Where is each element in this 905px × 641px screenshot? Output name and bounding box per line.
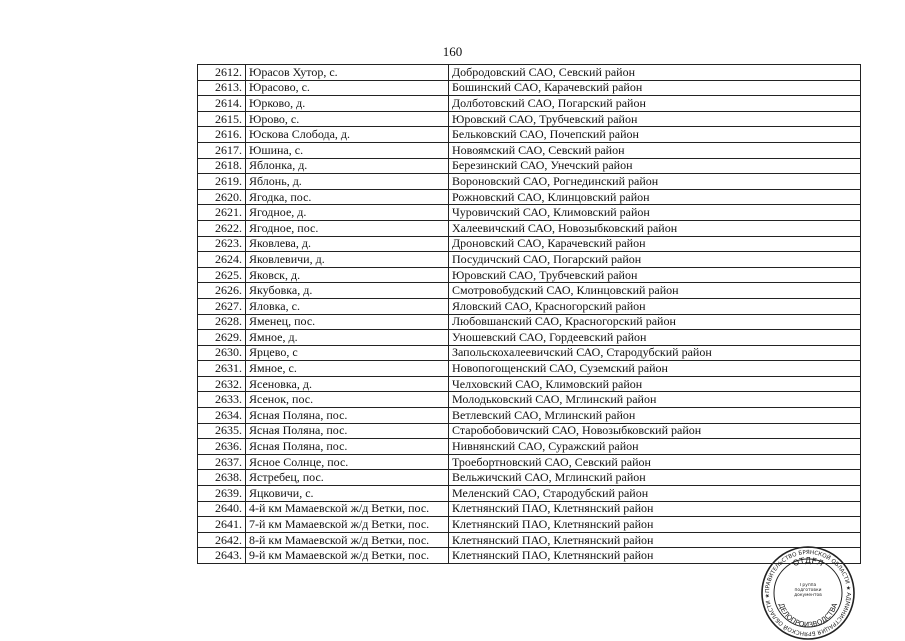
- admin-unit: Молодьковский САО, Мглинский район: [449, 392, 861, 408]
- office-stamp: [760, 545, 856, 641]
- settlement-name: Юрасов Хутор, с.: [246, 65, 449, 81]
- table-row: [198, 189, 861, 205]
- table-row: [198, 267, 861, 283]
- row-number: 2643.: [198, 548, 246, 564]
- row-number: 2625.: [198, 267, 246, 283]
- row-number: 2640.: [198, 501, 246, 517]
- table-row: [198, 111, 861, 127]
- stamp-center-text: Группа подготовки документов: [794, 583, 822, 598]
- admin-unit: Клетнянский ПАО, Клетнянский район: [449, 501, 861, 517]
- admin-unit: Клетнянский ПАО, Клетнянский район: [449, 517, 861, 533]
- admin-unit: Челховский САО, Климовский район: [449, 376, 861, 392]
- row-number: 2627.: [198, 298, 246, 314]
- stamp-ring-text: ПРАВИТЕЛЬСТВО БРЯНСКОЙ ОБЛАСТИ ★ АДМИНИСТРАЦИЯ БРЯНСКОЙ ОБЛАСТИ ★: [764, 549, 852, 637]
- settlement-name: Ямное, с.: [246, 361, 449, 377]
- settlement-name: Юскова Слобода, д.: [246, 127, 449, 143]
- table-row: [198, 376, 861, 392]
- admin-unit: Юровский САО, Трубчевский район: [449, 267, 861, 283]
- admin-unit: Клетнянский ПАО, Клетнянский район: [449, 532, 861, 548]
- table-row: [198, 65, 861, 81]
- row-number: 2639.: [198, 486, 246, 502]
- admin-unit: Рожновский САО, Клинцовский район: [449, 189, 861, 205]
- admin-unit: Троебортновский САО, Севский район: [449, 454, 861, 470]
- stamp-subtitle: ДЕЛОПРОИЗВОДСТВА: [776, 602, 840, 630]
- row-number: 2628.: [198, 314, 246, 330]
- row-number: 2618.: [198, 158, 246, 174]
- settlement-name: Яблонь, д.: [246, 174, 449, 190]
- admin-unit: Долботовский САО, Погарский район: [449, 96, 861, 112]
- table-row: [198, 236, 861, 252]
- admin-unit: Добродовский САО, Севский район: [449, 65, 861, 81]
- admin-unit: Меленский САО, Стародубский район: [449, 486, 861, 502]
- settlement-name: Ягодка, пос.: [246, 189, 449, 205]
- settlement-name: Якубовка, д.: [246, 283, 449, 299]
- settlement-name: 7-й км Мамаевской ж/д Ветки, пос.: [246, 517, 449, 533]
- row-number: 2634.: [198, 408, 246, 424]
- row-number: 2642.: [198, 532, 246, 548]
- admin-unit: Вороновский САО, Рогнединский район: [449, 174, 861, 190]
- admin-unit: Юровский САО, Трубчевский район: [449, 111, 861, 127]
- admin-unit: Новопогощенский САО, Суземский район: [449, 361, 861, 377]
- settlement-name: Юрово, с.: [246, 111, 449, 127]
- row-number: 2629.: [198, 330, 246, 346]
- admin-unit: Халеевичский САО, Новозыбковский район: [449, 220, 861, 236]
- settlement-name: Яловка, с.: [246, 298, 449, 314]
- settlement-name: 4-й км Мамаевской ж/д Ветки, пос.: [246, 501, 449, 517]
- table-row: [198, 345, 861, 361]
- registry-table: [197, 64, 861, 564]
- row-number: 2633.: [198, 392, 246, 408]
- page-number: 160: [442, 44, 463, 59]
- admin-unit: Любовшанский САО, Красногорский район: [449, 314, 861, 330]
- table-row: [198, 454, 861, 470]
- row-number: 2615.: [198, 111, 246, 127]
- admin-unit: Посудичский САО, Погарский район: [449, 252, 861, 268]
- row-number: 2621.: [198, 205, 246, 221]
- table-row: [198, 439, 861, 455]
- table-row: [198, 361, 861, 377]
- settlement-name: Ясная Поляна, пос.: [246, 423, 449, 439]
- row-number: 2641.: [198, 517, 246, 533]
- admin-unit: Бошинский САО, Карачевский район: [449, 80, 861, 96]
- settlement-name: Ясенок, пос.: [246, 392, 449, 408]
- row-number: 2637.: [198, 454, 246, 470]
- table-row: [198, 408, 861, 424]
- row-number: 2635.: [198, 423, 246, 439]
- table-row: [198, 298, 861, 314]
- row-number: 2626.: [198, 283, 246, 299]
- row-number: 2638.: [198, 470, 246, 486]
- stamp-title: ОТДЕЛ: [791, 555, 825, 569]
- admin-unit: Смотровобудский САО, Клинцовский район: [449, 283, 861, 299]
- settlement-name: Юшина, с.: [246, 142, 449, 158]
- row-number: 2632.: [198, 376, 246, 392]
- admin-unit: Уношевский САО, Гордеевский район: [449, 330, 861, 346]
- admin-unit: Чуровичский САО, Климовский район: [449, 205, 861, 221]
- settlement-name: Юрково, д.: [246, 96, 449, 112]
- row-number: 2636.: [198, 439, 246, 455]
- settlement-name: Яковлева, д.: [246, 236, 449, 252]
- table-row: [198, 142, 861, 158]
- row-number: 2612.: [198, 65, 246, 81]
- settlement-name: Ястребец, пос.: [246, 470, 449, 486]
- row-number: 2619.: [198, 174, 246, 190]
- settlement-name: Яменец, пос.: [246, 314, 449, 330]
- settlement-name: Ясная Поляна, пос.: [246, 408, 449, 424]
- admin-unit: Запольскохалеевичский САО, Стародубский район: [449, 345, 861, 361]
- row-number: 2614.: [198, 96, 246, 112]
- row-number: 2620.: [198, 189, 246, 205]
- table-row: [198, 314, 861, 330]
- settlement-name: Ягодное, пос.: [246, 220, 449, 236]
- admin-unit: Березинский САО, Унечский район: [449, 158, 861, 174]
- table-row: [198, 127, 861, 143]
- table-row: [198, 96, 861, 112]
- table-row: [198, 158, 861, 174]
- table-row: [198, 283, 861, 299]
- row-number: 2622.: [198, 220, 246, 236]
- admin-unit: Бельковский САО, Почепский район: [449, 127, 861, 143]
- table-row: [198, 174, 861, 190]
- settlement-name: Яковск, д.: [246, 267, 449, 283]
- admin-unit: Дроновский САО, Карачевский район: [449, 236, 861, 252]
- settlement-name: Яцковичи, с.: [246, 486, 449, 502]
- settlement-name: 8-й км Мамаевской ж/д Ветки, пос.: [246, 532, 449, 548]
- table-row: [198, 392, 861, 408]
- table-row: [198, 330, 861, 346]
- table-row: [198, 517, 861, 533]
- settlement-name: Ясная Поляна, пос.: [246, 439, 449, 455]
- admin-unit: Нивнянский САО, Суражский район: [449, 439, 861, 455]
- table-row: [198, 470, 861, 486]
- table-row: [198, 220, 861, 236]
- settlement-name: 9-й км Мамаевской ж/д Ветки, пос.: [246, 548, 449, 564]
- admin-unit: Новоямский САО, Севский район: [449, 142, 861, 158]
- table-row: [198, 423, 861, 439]
- table-row: [198, 501, 861, 517]
- admin-unit: Ветлевский САО, Мглинский район: [449, 408, 861, 424]
- row-number: 2623.: [198, 236, 246, 252]
- table-row: [198, 80, 861, 96]
- admin-unit: Яловский САО, Красногорский район: [449, 298, 861, 314]
- settlement-name: Юрасово, с.: [246, 80, 449, 96]
- settlement-name: Ягодное, д.: [246, 205, 449, 221]
- settlement-name: Ясеновка, д.: [246, 376, 449, 392]
- table-row: [198, 205, 861, 221]
- admin-unit: Старобобовичский САО, Новозыбковский район: [449, 423, 861, 439]
- settlement-name: Ярцево, с: [246, 345, 449, 361]
- admin-unit: Клетнянский ПАО, Клетнянский район: [449, 548, 861, 564]
- row-number: 2617.: [198, 142, 246, 158]
- row-number: 2624.: [198, 252, 246, 268]
- row-number: 2616.: [198, 127, 246, 143]
- row-number: 2630.: [198, 345, 246, 361]
- settlement-name: Яковлевичи, д.: [246, 252, 449, 268]
- settlement-name: Ямное, д.: [246, 330, 449, 346]
- registry-body: [198, 65, 861, 564]
- row-number: 2613.: [198, 80, 246, 96]
- settlement-name: Ясное Солнце, пос.: [246, 454, 449, 470]
- row-number: 2631.: [198, 361, 246, 377]
- table-row: [198, 486, 861, 502]
- admin-unit: Вельжичский САО, Мглинский район: [449, 470, 861, 486]
- table-row: [198, 252, 861, 268]
- settlement-name: Яблонка, д.: [246, 158, 449, 174]
